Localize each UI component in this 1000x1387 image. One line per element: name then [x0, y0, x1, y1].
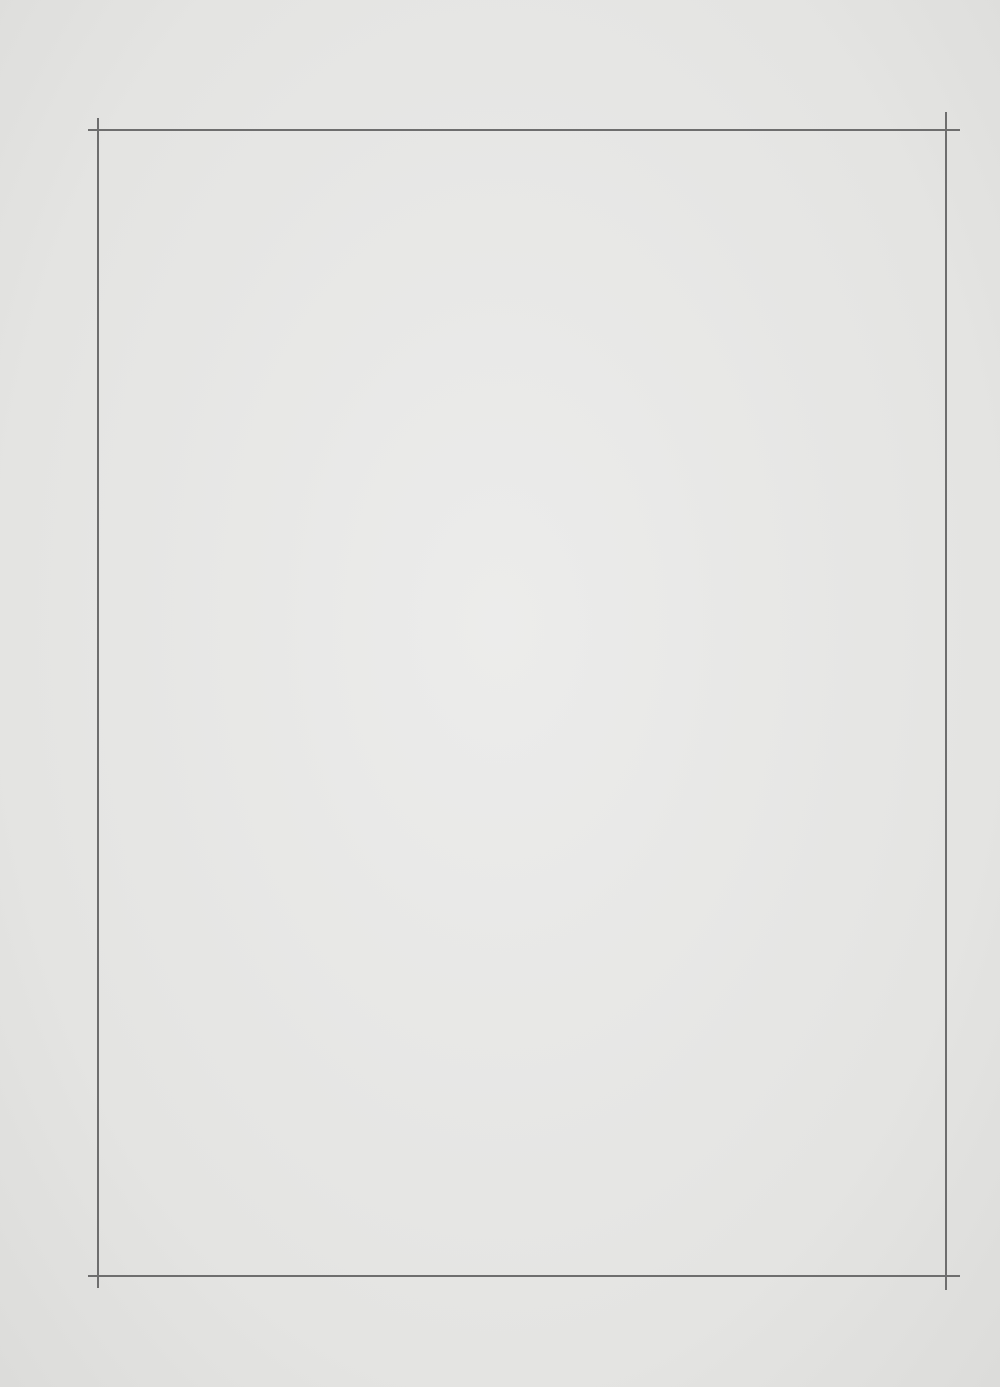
bottom-border-line — [88, 1275, 960, 1277]
left-border-line — [97, 118, 99, 1288]
top-border-line — [88, 129, 960, 131]
right-border-line — [945, 112, 947, 1290]
